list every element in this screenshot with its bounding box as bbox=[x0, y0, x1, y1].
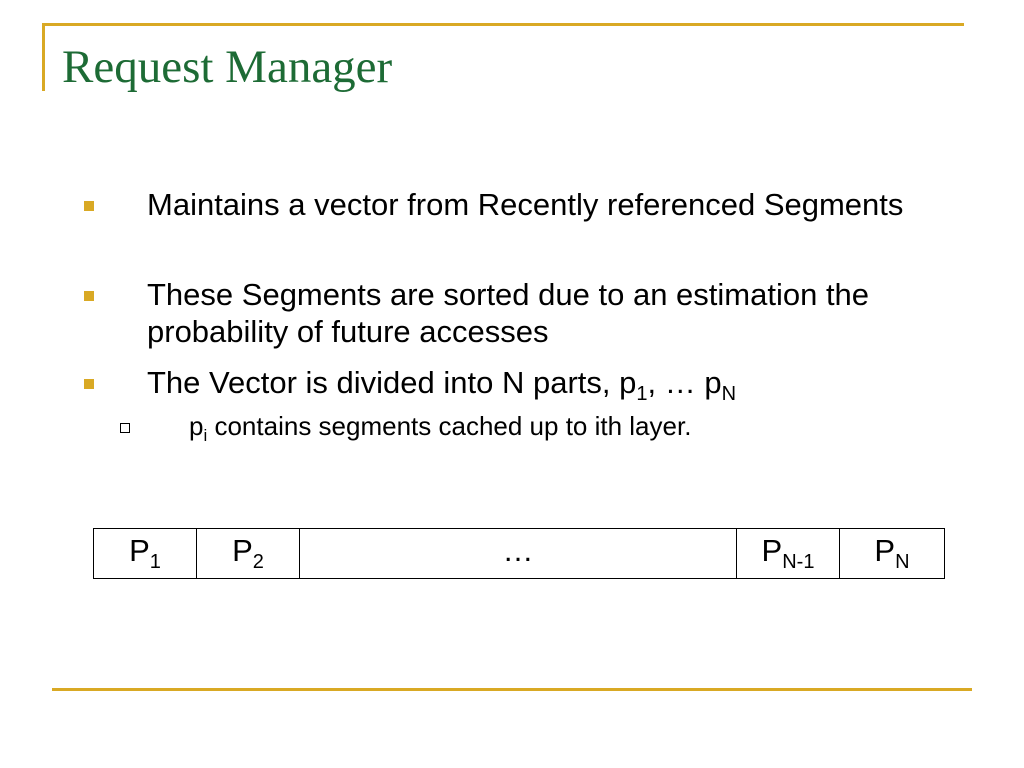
table-cell bbox=[840, 529, 945, 579]
cell-label: P bbox=[232, 532, 253, 568]
top-rule bbox=[42, 23, 964, 26]
square-bullet-icon bbox=[84, 291, 94, 301]
subscript: 1 bbox=[149, 551, 161, 574]
subscript: N bbox=[721, 383, 737, 406]
table-cell bbox=[94, 529, 197, 579]
table-cell bbox=[300, 529, 737, 579]
table-row bbox=[94, 529, 945, 579]
cell-label: P bbox=[129, 532, 150, 568]
hollow-square-bullet-icon bbox=[120, 423, 130, 433]
subscript: 1 bbox=[636, 383, 648, 406]
sub-bullet-text: p bbox=[189, 411, 204, 441]
subscript: N bbox=[895, 551, 910, 574]
sub-bullet-text: contains segments cached up to ith layer. bbox=[207, 411, 692, 441]
table-cell bbox=[737, 529, 840, 579]
sub-bullet-item bbox=[189, 411, 949, 451]
side-rule bbox=[42, 23, 45, 91]
bullet-item bbox=[147, 364, 977, 413]
bottom-rule bbox=[52, 688, 972, 691]
subscript: N-1 bbox=[782, 551, 815, 574]
subscript: 2 bbox=[252, 551, 264, 574]
bullet-item: Maintains a vector from Recently referenced Segments bbox=[147, 187, 904, 222]
cell-label: … bbox=[502, 532, 534, 568]
cell-label: P bbox=[761, 532, 783, 568]
square-bullet-icon bbox=[84, 201, 94, 211]
cell-label: P bbox=[874, 532, 896, 568]
bullet-text: , … p bbox=[647, 365, 722, 400]
bullet-text: The Vector is divided into N parts, p bbox=[147, 365, 637, 400]
vector-parts-table bbox=[93, 528, 945, 579]
slide-title: Request Manager bbox=[62, 41, 393, 93]
bullet-item: These Segments are sorted due to an estimation the probability of future accesses bbox=[147, 277, 870, 349]
square-bullet-icon bbox=[84, 379, 94, 389]
subscript: i bbox=[203, 426, 208, 446]
table-cell bbox=[197, 529, 300, 579]
